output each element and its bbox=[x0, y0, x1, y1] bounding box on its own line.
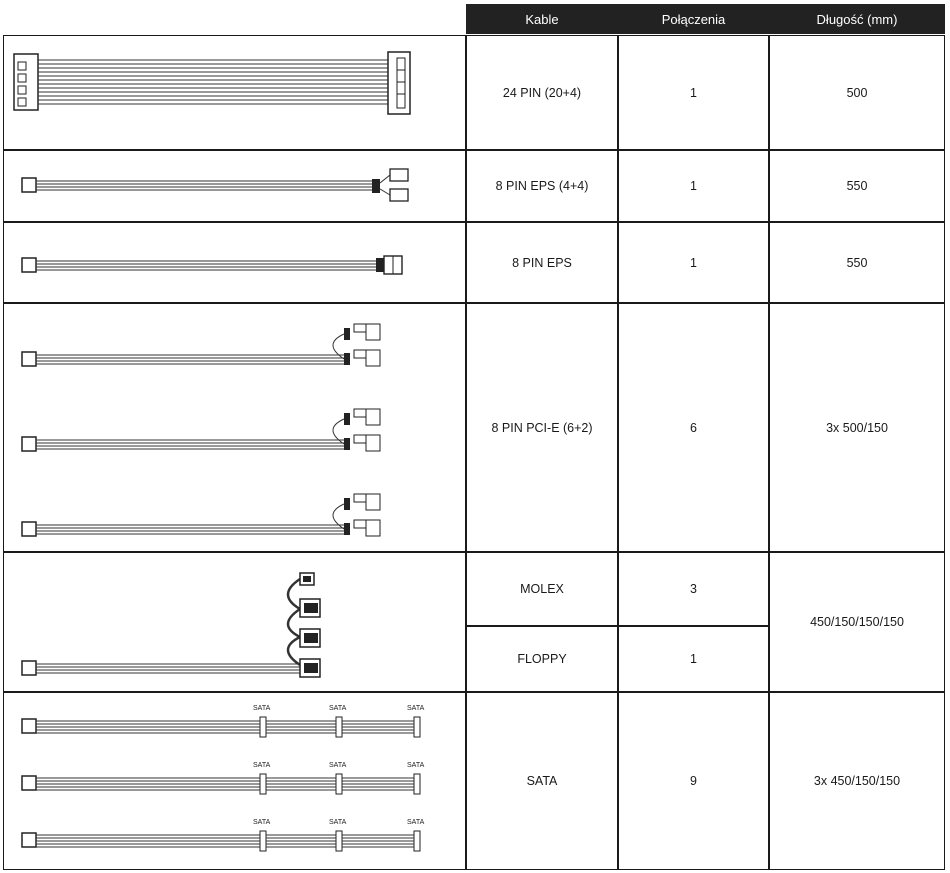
row3-length: 550 bbox=[769, 222, 945, 303]
cable-image-8pin-eps-44 bbox=[3, 150, 466, 222]
sata-label: SATA bbox=[253, 705, 271, 712]
cable-image-8pin-eps bbox=[3, 222, 466, 303]
row5-length: 450/150/150/150 bbox=[769, 552, 945, 692]
sata-label: SATA bbox=[407, 819, 425, 826]
row6-connections: 1 bbox=[618, 626, 769, 692]
header-length: Długość (mm) bbox=[769, 4, 945, 34]
row3-connections: 1 bbox=[618, 222, 769, 303]
cables-table bbox=[3, 4, 945, 870]
cable-pcie-illustration bbox=[4, 304, 465, 551]
sata-label: SATA bbox=[407, 705, 425, 712]
row5-cable: MOLEX bbox=[466, 552, 618, 626]
cable-8pin-eps-illustration bbox=[4, 223, 465, 302]
row5-connections: 3 bbox=[618, 552, 769, 626]
row1-length: 500 bbox=[769, 35, 945, 150]
row2-connections: 1 bbox=[618, 150, 769, 222]
sata-label: SATA bbox=[407, 762, 425, 769]
row7-cable: SATA bbox=[466, 692, 618, 870]
row2-cable: 8 PIN EPS (4+4) bbox=[466, 150, 618, 222]
sata-label: SATA bbox=[329, 762, 347, 769]
row7-connections: 9 bbox=[618, 692, 769, 870]
cable-molex-illustration bbox=[4, 553, 465, 691]
cable-sata-illustration bbox=[4, 693, 465, 869]
row4-cable: 8 PIN PCI-E (6+2) bbox=[466, 303, 618, 552]
row4-length: 3x 500/150 bbox=[769, 303, 945, 552]
header-cables: Kable bbox=[466, 4, 618, 34]
cable-8pin-eps-44-illustration bbox=[4, 151, 465, 221]
row6-cable: FLOPPY bbox=[466, 626, 618, 692]
sata-label: SATA bbox=[253, 762, 271, 769]
row4-connections: 6 bbox=[618, 303, 769, 552]
cable-24pin-illustration bbox=[4, 36, 465, 149]
cable-image-pcie bbox=[3, 303, 466, 552]
cable-image-sata bbox=[3, 692, 466, 870]
sata-label: SATA bbox=[329, 705, 347, 712]
cable-image-24pin bbox=[3, 35, 466, 150]
sata-label: SATA bbox=[329, 819, 347, 826]
row2-length: 550 bbox=[769, 150, 945, 222]
header-connections: Połączenia bbox=[618, 4, 769, 34]
row1-cable: 24 PIN (20+4) bbox=[466, 35, 618, 150]
sata-label: SATA bbox=[253, 819, 271, 826]
cable-image-molex bbox=[3, 552, 466, 692]
row1-connections: 1 bbox=[618, 35, 769, 150]
row7-length: 3x 450/150/150 bbox=[769, 692, 945, 870]
row3-cable: 8 PIN EPS bbox=[466, 222, 618, 303]
